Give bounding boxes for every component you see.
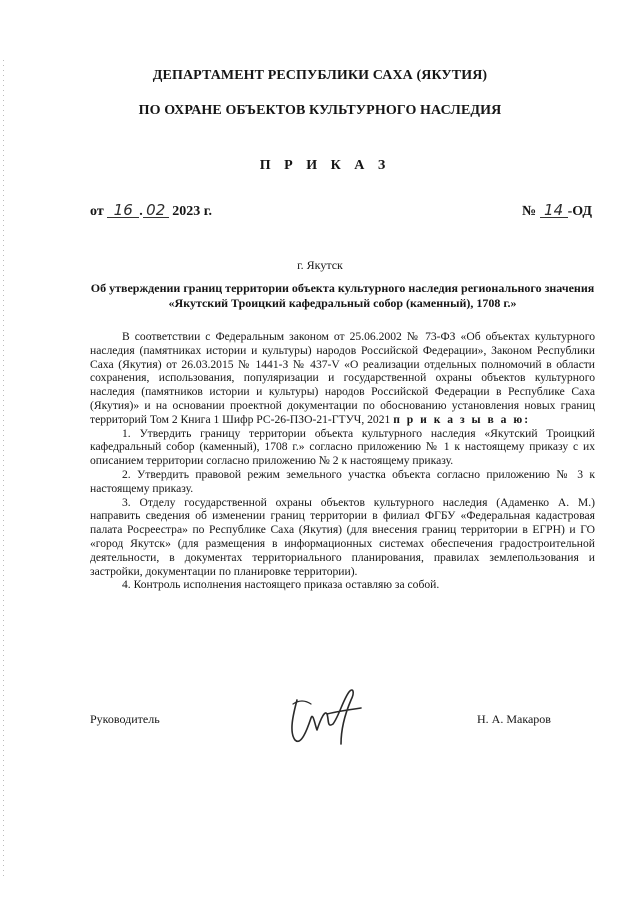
department-title-line1: ДЕПАРТАМЕНТ РЕСПУБЛИКИ САХА (ЯКУТИЯ) (152, 68, 488, 83)
order-number (522, 203, 592, 220)
order-date: от 16 . 02 2023 г. (90, 201, 212, 219)
number-sign: № (522, 204, 537, 219)
handwritten-month: 02 (143, 203, 169, 218)
order-body (90, 330, 595, 592)
date-year: 2023 г. (172, 204, 212, 219)
handwritten-number: 14 (540, 203, 568, 218)
order-item-3: 3. Отделу государственной охраны объектов культурного наследия (Адаменко А. М.) направить сведения об изменении границ территории в филиал ФГБУ «Федеральная кадастровая палата Росреестра» по Республике Саха (Якутия) (для внесения границ территории в ЕГРН) и ГО «город Якутск» (для размещения в информационных системах обеспечения градостроительной деятельности, в документах территориального планирования, правилах землепользования и застройки, документации по планировке территории). (90, 495, 595, 578)
department-title-line2: ПО ОХРАНЕ ОБЪЕКТОВ КУЛЬТУРНОГО НАСЛЕДИЯ (138, 103, 502, 118)
order-title: Об утверждении границ территории объекта культурного наследия регионального значения «Якутский Троицкий кафедральный собор (каменный), 1708 г.» (90, 281, 595, 310)
city: г. Якутск (297, 258, 343, 272)
order-item-2: 2. Утвердить правовой режим земельного участка объекта согласно приложению № 3 к настоящему приказу. (90, 467, 595, 495)
handwritten-day: 16 (107, 203, 139, 218)
document-type-heading: П Р И К А З (259, 158, 391, 173)
order-word: п р и к а з ы в а ю: (393, 412, 531, 426)
preamble-paragraph (90, 330, 595, 427)
signatory-role: Руководитель (90, 712, 160, 726)
date-prefix: от (90, 204, 104, 219)
number-suffix: -ОД (567, 204, 593, 219)
signatory-name: Н. А. Макаров (477, 712, 551, 726)
preamble-text: В соответствии с Федеральным законом от 25.06.2002 № 73-ФЗ «Об объектах культурного наследия (памятниках истории и культуры) народов Российской Федерации», Законом Республики Саха (Якутия) от 26.03.2015 № 1441-З № 437-V «О реализации отдельных полномочий в области сохранения, использования, популяризации и государственной охраны объектов культурного наследия (памятников истории и культуры) народов Российской Федерации в Республике Саха (Якутия)» и на основании проектной документации по обоснованию установления новых границ территорий Том 2 Книга 1 Шифр РС-26-ПЗО-21-ГТУЧ, 2021 (90, 330, 595, 426)
order-item-1: 1. Утвердить границу территории объекта культурного наследия «Якутский Троицкий кафедральный собор (каменный), 1708 г.» согласно приложению № 1 к настоящему приказу с их описанием территории согласно приложению № 2 к настоящему приказу. (90, 426, 595, 468)
handwritten-signature (275, 670, 375, 760)
scan-edge-marks (3, 60, 4, 880)
order-item-4: 4. Контроль исполнения настоящего приказа оставляю за собой. (122, 578, 440, 592)
